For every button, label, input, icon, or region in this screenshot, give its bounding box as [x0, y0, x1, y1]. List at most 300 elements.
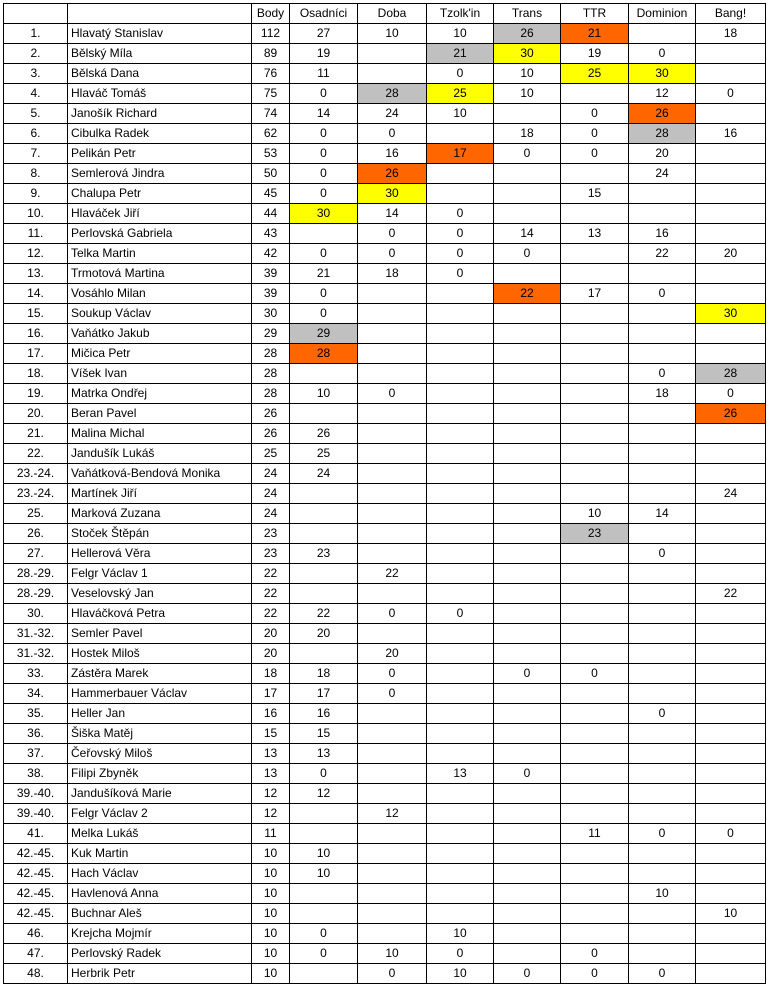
osadnici-score-cell: 0 [290, 764, 358, 784]
dominion-score-cell: 0 [629, 364, 696, 384]
bang-score-cell [696, 704, 766, 724]
ttr-score-cell: 0 [561, 144, 629, 164]
table-row [4, 484, 766, 504]
player-name-cell: Matrka Ondřej [68, 384, 252, 404]
player-name-cell: Janošík Richard [68, 104, 252, 124]
tzolkin-score-cell [427, 524, 494, 544]
tzolkin-score-cell [427, 284, 494, 304]
osadnici-score-cell: 22 [290, 604, 358, 624]
doba-score-cell [358, 864, 427, 884]
doba-score-cell: 0 [358, 664, 427, 684]
bang-score-cell [696, 104, 766, 124]
ttr-score-cell [561, 84, 629, 104]
rank-cell: 35. [4, 704, 68, 724]
osadnici-score-cell: 15 [290, 724, 358, 744]
table-row [4, 704, 766, 724]
osadnici-score-cell: 0 [290, 164, 358, 184]
table-row [4, 584, 766, 604]
dominion-score-cell [629, 664, 696, 684]
table-row [4, 624, 766, 644]
doba-score-cell: 24 [358, 104, 427, 124]
dominion-score-cell [629, 564, 696, 584]
osadnici-score-cell [290, 584, 358, 604]
ttr-score-cell [561, 744, 629, 764]
doba-score-cell: 0 [358, 244, 427, 264]
ttr-score-cell [561, 684, 629, 704]
tzolkin-score-cell [427, 704, 494, 724]
player-name-cell: Martínek Jiří [68, 484, 252, 504]
total-points-cell: 10 [252, 964, 290, 984]
bang-score-cell [696, 544, 766, 564]
total-points-cell: 28 [252, 364, 290, 384]
trans-score-cell [494, 724, 561, 744]
rank-cell: 15. [4, 304, 68, 324]
tzolkin-score-cell [427, 744, 494, 764]
trans-score-cell [494, 204, 561, 224]
tzolkin-score-cell [427, 504, 494, 524]
standings-table [3, 3, 766, 984]
osadnici-score-cell: 29 [290, 324, 358, 344]
bang-score-cell [696, 284, 766, 304]
header-dominion: Dominion [629, 4, 696, 24]
tzolkin-score-cell [427, 864, 494, 884]
dominion-score-cell [629, 464, 696, 484]
table-row [4, 464, 766, 484]
player-name-cell: Bělský Míla [68, 44, 252, 64]
table-row [4, 904, 766, 924]
total-points-cell: 74 [252, 104, 290, 124]
ttr-score-cell [561, 784, 629, 804]
dominion-score-cell [629, 944, 696, 964]
table-row [4, 344, 766, 364]
trans-score-cell [494, 584, 561, 604]
bang-score-cell [696, 784, 766, 804]
trans-score-cell [494, 184, 561, 204]
doba-score-cell: 0 [358, 124, 427, 144]
rank-cell: 18. [4, 364, 68, 384]
doba-score-cell: 10 [358, 24, 427, 44]
osadnici-score-cell: 17 [290, 684, 358, 704]
dominion-score-cell [629, 624, 696, 644]
table-row [4, 764, 766, 784]
dominion-score-cell: 0 [629, 824, 696, 844]
dominion-score-cell [629, 184, 696, 204]
doba-score-cell [358, 344, 427, 364]
rank-cell: 25. [4, 504, 68, 524]
total-points-cell: 10 [252, 864, 290, 884]
doba-score-cell: 14 [358, 204, 427, 224]
dominion-score-cell: 20 [629, 144, 696, 164]
bang-score-cell: 28 [696, 364, 766, 384]
total-points-cell: 11 [252, 824, 290, 844]
ttr-score-cell: 19 [561, 44, 629, 64]
tzolkin-score-cell [427, 324, 494, 344]
tzolkin-score-cell [427, 624, 494, 644]
player-name-cell: Vaňátková-Bendová Monika [68, 464, 252, 484]
player-name-cell: Hlaváč Tomáš [68, 84, 252, 104]
dominion-score-cell [629, 764, 696, 784]
doba-score-cell: 0 [358, 604, 427, 624]
ttr-score-cell [561, 884, 629, 904]
table-row [4, 24, 766, 44]
player-name-cell: Jandušík Lukáš [68, 444, 252, 464]
player-name-cell: Jandušíková Marie [68, 784, 252, 804]
doba-score-cell [358, 484, 427, 504]
dominion-score-cell [629, 744, 696, 764]
total-points-cell: 42 [252, 244, 290, 264]
tzolkin-score-cell [427, 484, 494, 504]
doba-score-cell: 0 [358, 684, 427, 704]
bang-score-cell [696, 804, 766, 824]
tzolkin-score-cell: 0 [427, 64, 494, 84]
rank-cell: 39.-40. [4, 804, 68, 824]
bang-score-cell [696, 684, 766, 704]
table-row [4, 524, 766, 544]
bang-score-cell [696, 864, 766, 884]
bang-score-cell [696, 424, 766, 444]
ttr-score-cell [561, 704, 629, 724]
doba-score-cell [358, 524, 427, 544]
ttr-score-cell [561, 924, 629, 944]
osadnici-score-cell [290, 884, 358, 904]
player-name-cell: Hlavatý Stanislav [68, 24, 252, 44]
doba-score-cell: 0 [358, 964, 427, 984]
osadnici-score-cell: 0 [290, 284, 358, 304]
table-row [4, 544, 766, 564]
bang-score-cell [696, 924, 766, 944]
total-points-cell: 30 [252, 304, 290, 324]
player-name-cell: Krejcha Mojmír [68, 924, 252, 944]
rank-cell: 21. [4, 424, 68, 444]
trans-score-cell [494, 704, 561, 724]
trans-score-cell [494, 464, 561, 484]
ttr-score-cell: 17 [561, 284, 629, 304]
header-tzolkin: Tzolk'in [427, 4, 494, 24]
tzolkin-score-cell [427, 384, 494, 404]
total-points-cell: 44 [252, 204, 290, 224]
rank-cell: 37. [4, 744, 68, 764]
doba-score-cell [358, 284, 427, 304]
osadnici-score-cell: 0 [290, 944, 358, 964]
trans-score-cell: 10 [494, 64, 561, 84]
trans-score-cell [494, 544, 561, 564]
rank-cell: 31.-32. [4, 644, 68, 664]
doba-score-cell [358, 764, 427, 784]
doba-score-cell [358, 304, 427, 324]
rank-cell: 9. [4, 184, 68, 204]
osadnici-score-cell: 14 [290, 104, 358, 124]
tzolkin-score-cell [427, 544, 494, 564]
tzolkin-score-cell [427, 664, 494, 684]
ttr-score-cell [561, 544, 629, 564]
doba-score-cell: 16 [358, 144, 427, 164]
dominion-score-cell [629, 24, 696, 44]
bang-score-cell: 10 [696, 904, 766, 924]
osadnici-score-cell: 0 [290, 124, 358, 144]
total-points-cell: 13 [252, 764, 290, 784]
doba-score-cell [358, 424, 427, 444]
dominion-score-cell: 0 [629, 544, 696, 564]
ttr-score-cell [561, 604, 629, 624]
bang-score-cell [696, 884, 766, 904]
trans-score-cell: 0 [494, 964, 561, 984]
total-points-cell: 26 [252, 404, 290, 424]
total-points-cell: 10 [252, 944, 290, 964]
rank-cell: 16. [4, 324, 68, 344]
osadnici-score-cell: 0 [290, 84, 358, 104]
rank-cell: 47. [4, 944, 68, 964]
ttr-score-cell: 23 [561, 524, 629, 544]
rank-cell: 22. [4, 444, 68, 464]
tzolkin-score-cell: 21 [427, 44, 494, 64]
rank-cell: 41. [4, 824, 68, 844]
osadnici-score-cell [290, 484, 358, 504]
player-name-cell: Zástěra Marek [68, 664, 252, 684]
tzolkin-score-cell [427, 644, 494, 664]
dominion-score-cell: 28 [629, 124, 696, 144]
total-points-cell: 22 [252, 604, 290, 624]
header-osadnici: Osadníci [290, 4, 358, 24]
total-points-cell: 112 [252, 24, 290, 44]
trans-score-cell [494, 304, 561, 324]
dominion-score-cell [629, 584, 696, 604]
bang-score-cell [696, 324, 766, 344]
doba-score-cell: 20 [358, 644, 427, 664]
trans-score-cell [494, 564, 561, 584]
player-name-cell: Cibulka Radek [68, 124, 252, 144]
player-name-cell: Pelikán Petr [68, 144, 252, 164]
rank-cell: 26. [4, 524, 68, 544]
bang-score-cell [696, 144, 766, 164]
player-name-cell: Hammerbauer Václav [68, 684, 252, 704]
tzolkin-score-cell: 0 [427, 604, 494, 624]
bang-score-cell [696, 204, 766, 224]
total-points-cell: 39 [252, 284, 290, 304]
player-name-cell: Soukup Václav [68, 304, 252, 324]
total-points-cell: 10 [252, 884, 290, 904]
total-points-cell: 50 [252, 164, 290, 184]
ttr-score-cell [561, 864, 629, 884]
table-row [4, 224, 766, 244]
rank-cell: 5. [4, 104, 68, 124]
dominion-score-cell [629, 864, 696, 884]
tzolkin-score-cell: 0 [427, 244, 494, 264]
player-name-cell: Mičica Petr [68, 344, 252, 364]
tzolkin-score-cell [427, 804, 494, 824]
table-row [4, 964, 766, 984]
tzolkin-score-cell [427, 404, 494, 424]
table-row [4, 244, 766, 264]
osadnici-score-cell: 20 [290, 624, 358, 644]
total-points-cell: 10 [252, 904, 290, 924]
dominion-score-cell [629, 684, 696, 704]
table-row [4, 444, 766, 464]
player-name-cell: Stoček Štěpán [68, 524, 252, 544]
trans-score-cell [494, 684, 561, 704]
rank-cell: 4. [4, 84, 68, 104]
trans-score-cell [494, 624, 561, 644]
ttr-score-cell [561, 364, 629, 384]
trans-score-cell [494, 404, 561, 424]
total-points-cell: 12 [252, 784, 290, 804]
trans-score-cell [494, 804, 561, 824]
rank-cell: 39.-40. [4, 784, 68, 804]
bang-score-cell [696, 644, 766, 664]
table-row [4, 124, 766, 144]
table-row [4, 384, 766, 404]
osadnici-score-cell [290, 224, 358, 244]
doba-score-cell: 12 [358, 804, 427, 824]
doba-score-cell [358, 904, 427, 924]
bang-score-cell: 26 [696, 404, 766, 424]
ttr-score-cell [561, 484, 629, 504]
ttr-score-cell [561, 324, 629, 344]
player-name-cell: Čeřovský Miloš [68, 744, 252, 764]
total-points-cell: 12 [252, 804, 290, 824]
osadnici-score-cell: 19 [290, 44, 358, 64]
doba-score-cell [358, 824, 427, 844]
ttr-score-cell [561, 424, 629, 444]
tzolkin-score-cell: 0 [427, 264, 494, 284]
total-points-cell: 18 [252, 664, 290, 684]
ttr-score-cell [561, 304, 629, 324]
ttr-score-cell: 0 [561, 104, 629, 124]
osadnici-score-cell: 16 [290, 704, 358, 724]
tzolkin-score-cell [427, 124, 494, 144]
trans-score-cell [494, 444, 561, 464]
rank-cell: 30. [4, 604, 68, 624]
bang-score-cell [696, 504, 766, 524]
osadnici-score-cell: 10 [290, 844, 358, 864]
player-name-cell: Heller Jan [68, 704, 252, 724]
rank-cell: 8. [4, 164, 68, 184]
dominion-score-cell [629, 924, 696, 944]
bang-score-cell: 22 [696, 584, 766, 604]
table-row [4, 104, 766, 124]
bang-score-cell [696, 444, 766, 464]
tzolkin-score-cell: 25 [427, 84, 494, 104]
osadnici-score-cell: 26 [290, 424, 358, 444]
ttr-score-cell: 11 [561, 824, 629, 844]
trans-score-cell [494, 364, 561, 384]
ttr-score-cell: 0 [561, 664, 629, 684]
doba-score-cell [358, 584, 427, 604]
table-row [4, 44, 766, 64]
table-row [4, 264, 766, 284]
table-row [4, 784, 766, 804]
rank-cell: 48. [4, 964, 68, 984]
rank-cell: 2. [4, 44, 68, 64]
doba-score-cell: 10 [358, 944, 427, 964]
trans-score-cell: 0 [494, 244, 561, 264]
tzolkin-score-cell [427, 184, 494, 204]
trans-score-cell [494, 104, 561, 124]
dominion-score-cell: 16 [629, 224, 696, 244]
table-row [4, 324, 766, 344]
trans-score-cell [494, 264, 561, 284]
ttr-score-cell [561, 164, 629, 184]
bang-score-cell: 24 [696, 484, 766, 504]
player-name-cell: Buchnar Aleš [68, 904, 252, 924]
trans-score-cell [494, 844, 561, 864]
bang-score-cell [696, 184, 766, 204]
player-name-cell: Kuk Martin [68, 844, 252, 864]
osadnici-score-cell: 18 [290, 664, 358, 684]
dominion-score-cell [629, 604, 696, 624]
rank-cell: 1. [4, 24, 68, 44]
doba-score-cell [358, 624, 427, 644]
osadnici-score-cell: 10 [290, 384, 358, 404]
trans-score-cell [494, 864, 561, 884]
trans-score-cell [494, 424, 561, 444]
player-name-cell: Felgr Václav 1 [68, 564, 252, 584]
bang-score-cell [696, 844, 766, 864]
trans-score-cell [494, 784, 561, 804]
player-name-cell: Perlovská Gabriela [68, 224, 252, 244]
osadnici-score-cell [290, 524, 358, 544]
dominion-score-cell: 22 [629, 244, 696, 264]
ttr-score-cell: 15 [561, 184, 629, 204]
ttr-score-cell [561, 584, 629, 604]
osadnici-score-cell [290, 364, 358, 384]
tzolkin-score-cell [427, 584, 494, 604]
total-points-cell: 62 [252, 124, 290, 144]
doba-score-cell [358, 884, 427, 904]
trans-score-cell: 18 [494, 124, 561, 144]
ttr-score-cell [561, 564, 629, 584]
table-row [4, 684, 766, 704]
player-name-cell: Havlenová Anna [68, 884, 252, 904]
osadnici-score-cell: 25 [290, 444, 358, 464]
doba-score-cell: 0 [358, 224, 427, 244]
ttr-score-cell [561, 204, 629, 224]
table-row [4, 84, 766, 104]
total-points-cell: 89 [252, 44, 290, 64]
tzolkin-score-cell: 10 [427, 104, 494, 124]
trans-score-cell [494, 384, 561, 404]
ttr-score-cell: 0 [561, 944, 629, 964]
ttr-score-cell [561, 844, 629, 864]
table-row [4, 64, 766, 84]
doba-score-cell [358, 544, 427, 564]
dominion-score-cell: 14 [629, 504, 696, 524]
doba-score-cell [358, 844, 427, 864]
doba-score-cell [358, 324, 427, 344]
total-points-cell: 16 [252, 704, 290, 724]
total-points-cell: 10 [252, 844, 290, 864]
dominion-score-cell [629, 904, 696, 924]
player-name-cell: Chalupa Petr [68, 184, 252, 204]
player-name-cell: Malina Michal [68, 424, 252, 444]
rank-cell: 12. [4, 244, 68, 264]
doba-score-cell [358, 404, 427, 424]
trans-score-cell [494, 944, 561, 964]
table-row [4, 164, 766, 184]
player-name-cell: Semler Pavel [68, 624, 252, 644]
tzolkin-score-cell [427, 824, 494, 844]
table-row [4, 724, 766, 744]
total-points-cell: 24 [252, 504, 290, 524]
dominion-score-cell: 10 [629, 884, 696, 904]
dominion-score-cell [629, 324, 696, 344]
total-points-cell: 24 [252, 464, 290, 484]
tzolkin-score-cell: 0 [427, 944, 494, 964]
doba-score-cell: 26 [358, 164, 427, 184]
header-body: Body [252, 4, 290, 24]
player-name-cell: Víšek Ivan [68, 364, 252, 384]
trans-score-cell: 22 [494, 284, 561, 304]
osadnici-score-cell: 0 [290, 144, 358, 164]
